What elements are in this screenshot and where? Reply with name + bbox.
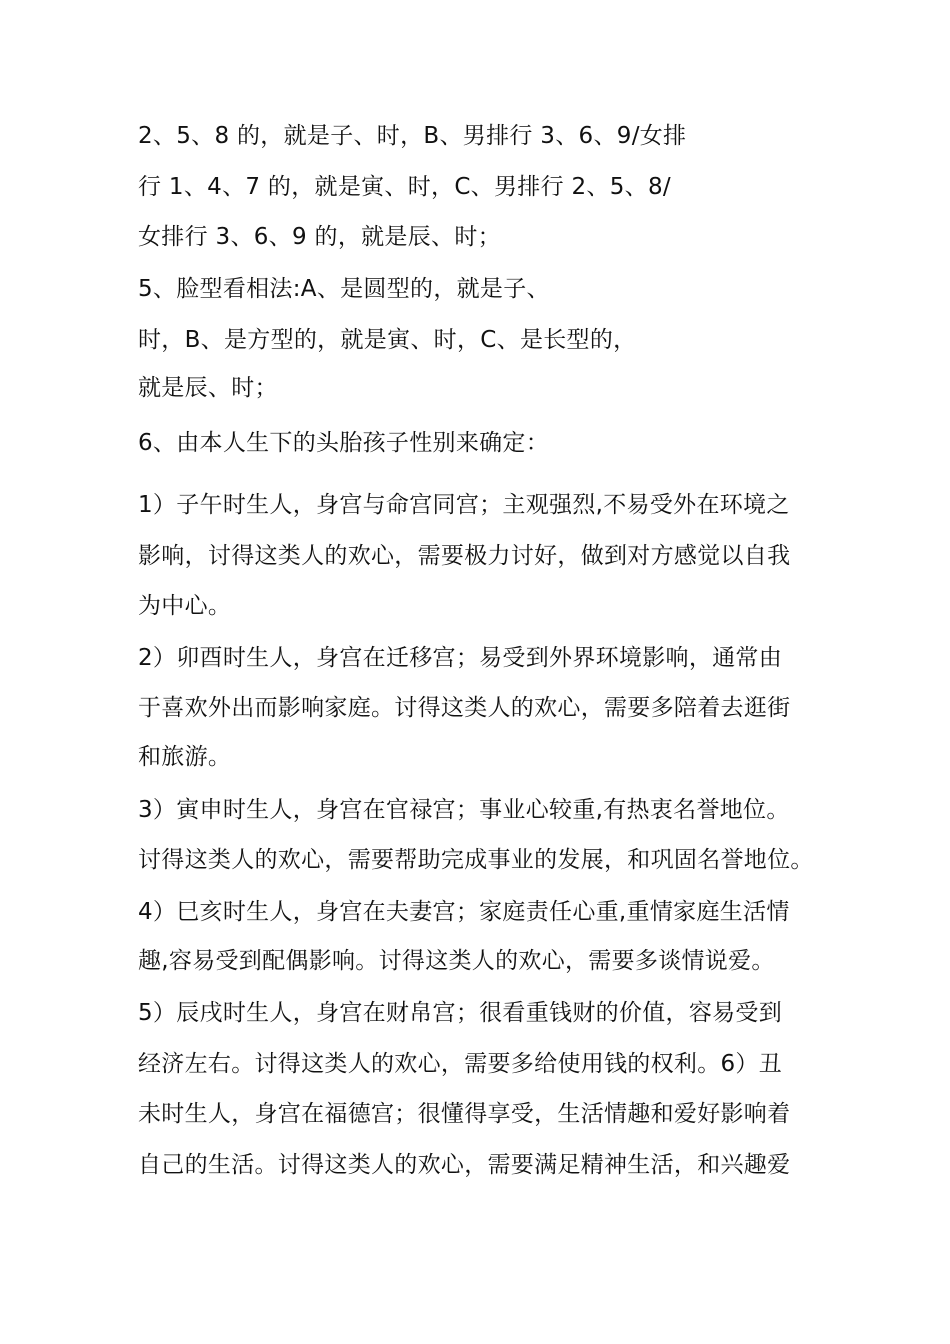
- text-line: 女排行 3、6、9 的，就是辰、时；: [138, 224, 501, 250]
- text-line: 行 1、4、7 的，就是寅、时，C、男排行 2、5、8/: [138, 174, 671, 200]
- text-line: 就是辰、时；: [138, 375, 278, 401]
- text-line: 3）寅申时生人，身宫在官禄宫；事业心较重,有热衷名誉地位。: [138, 797, 790, 823]
- text-line: 自己的生活。讨得这类人的欢心，需要满足精神生活，和兴趣爱: [138, 1152, 791, 1178]
- text-line: 趣,容易受到配偶影响。讨得这类人的欢心，需要多谈情说爱。: [138, 948, 775, 974]
- text-line: 时，B、是方型的，就是寅、时，C、是长型的，: [138, 327, 637, 353]
- text-line: 于喜欢外出而影响家庭。讨得这类人的欢心，需要多陪着去逛街: [138, 695, 791, 721]
- text-line: 4）巳亥时生人，身宫在夫妻宫；家庭责任心重,重情家庭生活情: [138, 899, 790, 925]
- text-line: 2）卯酉时生人，身宫在迁移宫；易受到外界环境影响，通常由: [138, 645, 783, 671]
- text-line: 1）子午时生人，身宫与命宫同宫；主观强烈,不易受外在环境之: [138, 492, 790, 518]
- text-line: 讨得这类人的欢心，需要帮助完成事业的发展，和巩固名誉地位。: [138, 847, 814, 873]
- text-line: 5、脸型看相法:A、是圆型的，就是子、: [138, 276, 550, 302]
- text-line: 6、由本人生下的头胎孩子性别来确定：: [138, 430, 550, 456]
- text-line: 5）辰戌时生人，身宫在财帛宫；很看重钱财的价值，容易受到: [138, 1000, 783, 1026]
- text-line: 为中心。: [138, 593, 232, 619]
- text-line: 和旅游。: [138, 744, 232, 770]
- text-line: 影响，讨得这类人的欢心，需要极力讨好，做到对方感觉以自我: [138, 543, 791, 569]
- text-line: 经济左右。讨得这类人的欢心，需要多给使用钱的权利。6）丑: [138, 1051, 783, 1077]
- text-line: 未时生人，身宫在福德宫；很懂得享受，生活情趣和爱好影响着: [138, 1101, 791, 1127]
- text-line: 2、5、8 的，就是子、时，B、男排行 3、6、9/女排: [138, 123, 687, 149]
